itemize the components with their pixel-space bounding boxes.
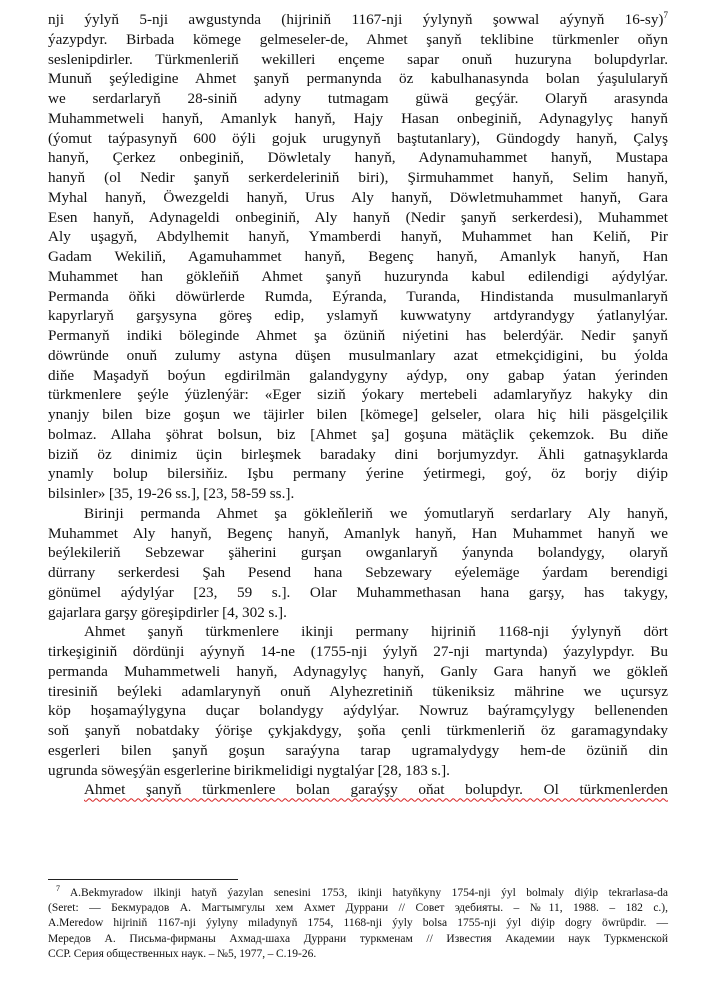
body-line: seslenipdirler. Türkmenleriň wekilleri ençeme sapar onuň huzuryna bolupdyrlar. [48, 50, 668, 68]
body-line: hanyň (ol Nedir şanyň serkerdeleriniň biri), Şirmuhammet hanyň, Selim hanyň, [48, 169, 668, 186]
footnote-line: A.Meredow hijriniň 1167-nji ýylyny miladynyň 1754, 1168-nji ýyly bolsa 1755-nji ýyl diýip dogry öwrüpdir. — [48, 917, 668, 930]
body-line: nji ýylyň 5-nji awgustynda (hijriniň 1167-nji ýylynyň şowwal aýynyň 16-sy)$^7$ [48, 9, 668, 28]
document-page [48, 10, 668, 800]
body-line: Ahmet şanyň türkmenlere ikinji permany hijriniň 1168-nji ýylynyň dört [84, 623, 668, 641]
body-line: Muhammet han gökleňiň Ahmet şanyň huzurynda kabul edilendigi aýdylýar. [48, 267, 668, 285]
body-line: we serdarlaryň 28-siniň adyny tutmagam güwä geçýär. Olaryň arasynda [48, 90, 668, 107]
body-line: Munuň şeýledigine Ahmet şanyň permanynda öz kabulhanasynda bolan ýaşulularyň [48, 70, 668, 88]
body-line: Muhammetweli hanyň, Amanlyk hanyň, Hajy Hasan onbeginiň, Adynagylyç hanyň [48, 109, 668, 127]
body-line: Muhammet Aly hanyň, Begenç hanyň, Amanlyk hanyň, Han Muhammet hanyň we [48, 524, 668, 542]
body-text [48, 10, 668, 800]
body-line: döwründe onuň zulumy astyna düşen musulmanlary azat etmekçidigini, bu ýolda [48, 346, 668, 364]
body-line: Birinji permanda Ahmet şa gökleňleriň we ýomutlaryň serdarlary Aly hanyň, [84, 504, 668, 522]
body-line: Esen hanyň, Adynageldi onbeginiň, Aly hanyň (Nedir şanyň serkerdesi), Muhammet [48, 208, 668, 226]
body-line: ýazypdyr. Birbada kömege gelmeseler-de, Ahmet şanyň teklibine türkmenler oňyn [48, 30, 668, 48]
body-line: hanyň, Çerkez onbeginiň, Döwletaly hanyň, Adynamuhammet hanyň, Mustapa [48, 149, 668, 167]
body-line: dürrany serkerdesi Şah Pesend hana Sebzewary eýelemäge ýardam berendigi [48, 564, 668, 581]
body-line: kapyrlaryň garşysyna göreş edip, yslamyň kuwwatyny artdyrandygy ýatlanylýar. [48, 307, 668, 325]
body-line: Permanyň indiki böleginde Ahmet şa özüniň niýetini has belerdýär. Nedir şanyň [48, 327, 668, 344]
footnote-reference: 7 [663, 9, 668, 20]
footnote-line: $^7$ A.Bekmyradow ilkinji hatyň ýazylan senesini 1753, ikinji hatyňkyny 1754-nji ýyl bolmaly diýip tekrarlasa-da [56, 884, 668, 899]
body-line: beýlekileriň Sebzewar şäherini gurşan owganlaryň ýanynda bolandygy, olaryň [48, 544, 668, 562]
body-line: diňe Maşadyň boýun egdirilmän galandygyny aýdyp, ony gabap ýatan ýerinden [48, 366, 668, 384]
body-line: Myhal hanyň, Öwezgeldi hanyň, Urus Aly hanyň, Döwletmuhammet hanyň, Gara [48, 188, 668, 206]
body-line: Permanda öňki döwürlerde Rumda, Eýranda, Turanda, Hindistanda musulmanlaryň [48, 287, 668, 305]
body-line [48, 780, 668, 800]
body-line: esgerleri bilen şanyň goşun saraýyna tarap ugramalydygy hem-de özüniň din [48, 741, 668, 759]
body-line: Gadam Wekiliň, Agamuhammet hanyň, Begenç hanyň, Amanlyk hanyň, Han [48, 248, 668, 265]
body-line: bilsinler» [35, 19-26 ss.], [23, 58-59 ss.]. [48, 485, 295, 502]
body-line: ynanjy bilen bize goşun we täjirler bilen [kömege] gelseler, olara hiç hili päsgelçilik [48, 406, 668, 423]
body-line: ugrunda söweşýän esgerlerine birikmelidigi nygtalýar [28, 183 s.]. [48, 761, 450, 779]
body-line: köp hoşamaýlygyna duçar bolandygy aýdylýar. Nowruz baýramçylygy bellenenden [48, 702, 668, 720]
body-line: soň şanyň nobatdaky ýörişe çykjakdygy, şoňa çenli türkmenleriň öz garamagyndaky [48, 722, 668, 739]
body-line: tiresiniň beýleki adamlarynyň onuň Alyhezretiniň tükeniksiz mährine we uçursyz [48, 682, 668, 700]
body-line: permanda Muhammetweli hanyň, Adynagylyç hanyň, Ganly Gara hanyň we gökleň [48, 662, 668, 680]
footnote-number: 7 [56, 884, 60, 894]
body-line: gajarlara garşy göreşipdirler [4, 302 s.]. [48, 603, 287, 621]
footnote [48, 886, 668, 962]
body-line: tirkeşiginiň dördünji aýynyň 14-ne (1755-nji ýylyň 27-nji martynda) ýazylypdyr. Bu [48, 643, 668, 660]
footnote-line: Мередов А. Письма-фирманы Ахмад-шаха Дуррани туркменам // Известия Академии наук Туркменской [48, 932, 668, 945]
footnote-separator [48, 879, 238, 880]
body-line: biziň öz dinimiz üçin birleşmek baradaky dini borjumyzdyr. Ähli gatnaşyklarda [48, 445, 668, 463]
footnote-line: (Seret: — Бекмурадов А. Магтымгулы хем Ахмет Дуррани // Совет эдебияты. – №11, 1988. – 182 с.), [48, 902, 668, 915]
footnote-line: ССР. Серия общественных наук. – №5, 1977, – С.19-26. [48, 947, 317, 960]
body-line: bolmaz. Allaha şöhrat bolsun, biz [Ahmet şa] goşuna mätäçlik çekemzok. Bu diňe [48, 425, 668, 443]
body-line: türkmenlere şeýle ýüzlenýär: «Eger siziň ýokary mertebeli adamlaryňyz hakyky din [48, 386, 668, 404]
body-line: ynamly bolup bilersiňiz. Işbu permany ýerine ýetirmegi, goý, öz borjy diýip [48, 465, 668, 483]
body-line: Aly uşagyň, Abdylhemit hanyň, Ymamberdi hanyň, Muhammet han Keliň, Pir [48, 228, 668, 246]
body-line: (ýomut taýpasynyň 600 öýli gojuk urugynyň baştutanlary), Gündogdy hanyň, Çalyş [48, 129, 668, 147]
spellcheck-underlined-line: Ahmet şanyň türkmenlere bolan garaýşy oňat bolupdyr. Ol türkmenlerden [84, 781, 668, 799]
body-line: gönümel aýdylýar [23, 59 s.]. Olar Muhammethasan hana garşy, has takygy, [48, 583, 668, 601]
